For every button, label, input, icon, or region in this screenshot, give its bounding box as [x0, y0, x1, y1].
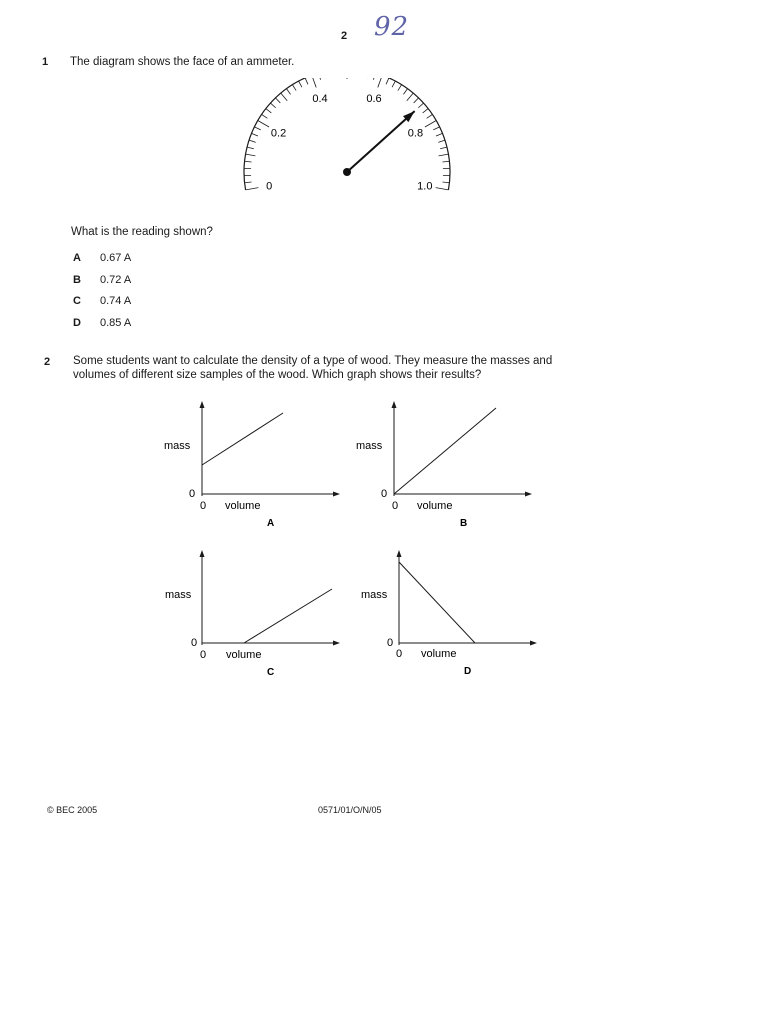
- dial-tick: [312, 78, 316, 87]
- dial-tick: [433, 127, 439, 130]
- dial-tick: [423, 109, 429, 113]
- dial-scale-label: 0: [266, 180, 273, 193]
- x-axis-label: volume: [417, 500, 453, 512]
- dial-tick: [275, 98, 280, 103]
- dial-tick: [254, 127, 260, 130]
- dial-tick: [252, 133, 258, 136]
- option-b-text: 0.72 A: [100, 274, 132, 286]
- q1-question: What is the reading shown?: [71, 226, 213, 238]
- origin-y-label: 0: [387, 637, 394, 649]
- graph-c[interactable]: [160, 547, 350, 682]
- dial-tick: [440, 147, 447, 149]
- needle-pivot: [343, 168, 351, 176]
- x-axis-label: volume: [421, 648, 457, 660]
- dial-tick: [245, 182, 252, 183]
- dial-tick: [439, 154, 449, 156]
- ammeter-needle: [347, 111, 415, 172]
- dial-tick: [245, 161, 252, 162]
- dial-scale-label: 0.4: [312, 92, 328, 105]
- origin-x-label: 0: [396, 648, 403, 660]
- dial-tick: [436, 188, 449, 190]
- x-axis-arrow: [525, 492, 532, 497]
- graph-line: [394, 408, 496, 494]
- dial-tick: [247, 147, 254, 149]
- footer-copyright: © BEC 2005: [47, 805, 98, 815]
- dial-scale-label: 0.6: [366, 92, 382, 105]
- y-axis-arrow: [397, 550, 402, 557]
- dial-tick: [378, 78, 382, 87]
- dial-tick: [299, 81, 302, 87]
- dial-tick: [442, 182, 449, 183]
- option-c-letter[interactable]: C: [73, 295, 81, 307]
- q2-text-line2: volumes of different size samples of the wood. Which graph shows their results?: [73, 369, 482, 381]
- dial-tick: [436, 133, 442, 136]
- option-d-text: 0.85 A: [100, 317, 132, 329]
- x-axis-label: volume: [226, 649, 262, 661]
- x-axis-arrow: [333, 641, 340, 646]
- dial-tick: [266, 109, 272, 113]
- dial-tick: [386, 78, 389, 84]
- origin-y-label: 0: [189, 488, 196, 500]
- y-axis-arrow: [392, 401, 397, 408]
- option-b-letter[interactable]: B: [73, 274, 81, 286]
- x-axis-arrow: [333, 492, 340, 497]
- handwritten-page-number: 92: [374, 12, 410, 42]
- graph-line: [202, 413, 283, 465]
- origin-x-label: 0: [392, 500, 399, 512]
- graph-letter: C: [267, 667, 275, 678]
- ammeter-dial: [230, 78, 470, 218]
- graph-line: [399, 562, 475, 643]
- dial-tick: [373, 78, 375, 80]
- graph-letter: B: [460, 518, 468, 529]
- dial-tick: [305, 78, 308, 84]
- option-a-letter[interactable]: A: [73, 252, 81, 264]
- y-axis-label: mass: [356, 440, 383, 452]
- dial-tick: [319, 78, 321, 80]
- dial-tick: [392, 81, 395, 87]
- dial-scale-label: 0.8: [407, 127, 424, 140]
- dial-tick: [438, 140, 445, 142]
- graph-a[interactable]: [160, 398, 350, 533]
- y-axis-arrow: [200, 550, 205, 557]
- x-axis-label: volume: [225, 500, 261, 512]
- origin-y-label: 0: [381, 488, 388, 500]
- footer-exam-code: 0571/01/O/N/05: [318, 805, 382, 815]
- origin-x-label: 0: [200, 649, 207, 661]
- graph-letter: A: [267, 518, 275, 529]
- dial-tick: [246, 154, 256, 156]
- origin-y-label: 0: [191, 637, 198, 649]
- q1-number: 1: [42, 56, 49, 68]
- page-number: 2: [341, 30, 348, 42]
- q2-text-line1: Some students want to calculate the density of a type of wood. They measure the masses and: [73, 355, 553, 367]
- dial-tick: [403, 89, 407, 95]
- dial-tick: [292, 85, 296, 91]
- y-axis-label: mass: [361, 589, 388, 601]
- dial-tick: [258, 121, 269, 128]
- q1-text: The diagram shows the face of an ammeter.: [70, 56, 295, 68]
- graph-d[interactable]: [357, 547, 547, 682]
- dial-tick: [286, 89, 290, 95]
- dial-tick: [425, 121, 436, 128]
- dial-tick: [246, 188, 259, 190]
- option-c-text: 0.74 A: [100, 295, 132, 307]
- dial-tick: [281, 93, 287, 101]
- y-axis-label: mass: [165, 589, 192, 601]
- dial-tick: [427, 114, 433, 118]
- origin-x-label: 0: [200, 500, 207, 512]
- y-axis-arrow: [200, 401, 205, 408]
- option-a-text: 0.67 A: [100, 252, 132, 264]
- graph-letter: D: [464, 666, 472, 677]
- dial-scale-label: 0.2: [270, 127, 287, 140]
- q2-number: 2: [44, 356, 51, 368]
- dial-scale-label: 1.0: [417, 180, 433, 193]
- dial-tick: [407, 93, 413, 101]
- dial-tick: [418, 103, 423, 108]
- dial-tick: [414, 98, 419, 103]
- option-d-letter[interactable]: D: [73, 317, 81, 329]
- dial-tick: [262, 114, 268, 118]
- dial-tick: [398, 85, 402, 91]
- graph-line: [244, 589, 332, 643]
- dial-tick: [442, 161, 449, 162]
- y-axis-label: mass: [164, 440, 191, 452]
- x-axis-arrow: [530, 641, 537, 646]
- dial-tick: [249, 140, 256, 142]
- dial-tick: [270, 103, 275, 108]
- graph-b[interactable]: [352, 398, 542, 533]
